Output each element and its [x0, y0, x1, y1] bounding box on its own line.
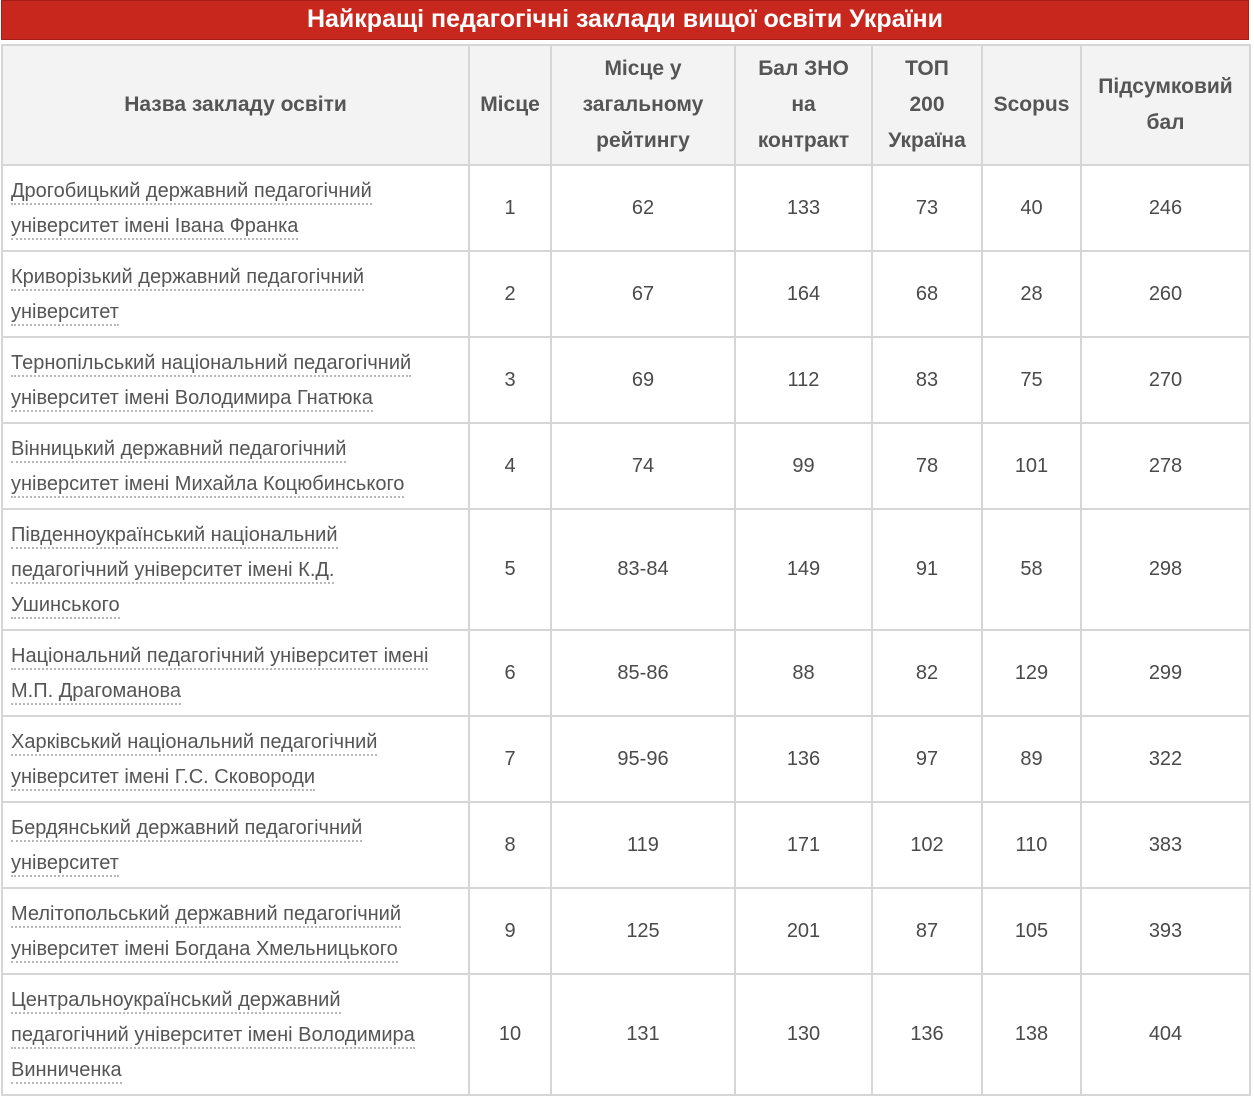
- cell-zno: 112: [735, 337, 872, 423]
- cell-top200: 97: [872, 716, 982, 802]
- cell-institution-name: [2, 165, 469, 251]
- cell-top200: 83: [872, 337, 982, 423]
- institution-link[interactable]: Винниченка: [11, 1059, 122, 1084]
- institution-link[interactable]: Криворізький державний педагогічний: [11, 266, 364, 291]
- header-zno-line: на: [791, 93, 816, 116]
- institution-name-line: [11, 381, 462, 416]
- institution-name-line: [11, 432, 462, 467]
- institution-name-line: [11, 932, 462, 967]
- cell-final: 298: [1081, 509, 1250, 630]
- table-body: [2, 165, 1250, 1095]
- cell-overall-rank: 62: [551, 165, 735, 251]
- cell-overall-rank: 67: [551, 251, 735, 337]
- institution-name-line: [11, 295, 462, 330]
- header-row: [2, 45, 1250, 165]
- cell-zno: 201: [735, 888, 872, 974]
- cell-scopus: 138: [982, 974, 1081, 1095]
- institution-name-line: [11, 260, 462, 295]
- header-overall-rank-line: рейтингу: [596, 129, 690, 152]
- institution-name-line: [11, 811, 462, 846]
- cell-place: 8: [469, 802, 551, 888]
- institution-name-line: [11, 1018, 462, 1053]
- cell-scopus: 75: [982, 337, 1081, 423]
- header-place: Місце: [469, 45, 551, 165]
- institution-name-line: [11, 639, 462, 674]
- institution-link[interactable]: університет: [11, 301, 119, 326]
- cell-scopus: 28: [982, 251, 1081, 337]
- ranking-page: [1, 0, 1249, 1090]
- institution-link[interactable]: Південноукраїнський національний: [11, 524, 338, 549]
- header-top200-line: Україна: [888, 129, 966, 152]
- cell-final: 260: [1081, 251, 1250, 337]
- institution-name-line: [11, 209, 462, 244]
- table-row: [2, 716, 1250, 802]
- cell-overall-rank: 69: [551, 337, 735, 423]
- institution-link[interactable]: університет імені Михайла Коцюбинського: [11, 473, 404, 498]
- cell-scopus: 101: [982, 423, 1081, 509]
- cell-institution-name: [2, 509, 469, 630]
- header-final-line: бал: [1146, 111, 1185, 134]
- cell-zno: 88: [735, 630, 872, 716]
- cell-scopus: 58: [982, 509, 1081, 630]
- cell-institution-name: [2, 337, 469, 423]
- institution-link[interactable]: Тернопільський національний педагогічний: [11, 352, 411, 377]
- cell-top200: 68: [872, 251, 982, 337]
- institution-link[interactable]: педагогічний університет імені Володимира: [11, 1024, 415, 1049]
- cell-scopus: 129: [982, 630, 1081, 716]
- cell-scopus: 89: [982, 716, 1081, 802]
- cell-zno: 164: [735, 251, 872, 337]
- cell-zno: 133: [735, 165, 872, 251]
- institution-name-line: [11, 897, 462, 932]
- header-top200: [872, 45, 982, 165]
- institution-name-line: [11, 725, 462, 760]
- table-row: [2, 165, 1250, 251]
- institution-link[interactable]: Ушинського: [11, 594, 120, 619]
- cell-overall-rank: 95-96: [551, 716, 735, 802]
- cell-top200: 102: [872, 802, 982, 888]
- cell-final: 322: [1081, 716, 1250, 802]
- cell-zno: 149: [735, 509, 872, 630]
- institution-name-line: [11, 553, 462, 588]
- institution-link[interactable]: Харківський національний педагогічний: [11, 731, 377, 756]
- cell-top200: 78: [872, 423, 982, 509]
- cell-top200: 136: [872, 974, 982, 1095]
- table-row: [2, 251, 1250, 337]
- cell-place: 3: [469, 337, 551, 423]
- cell-overall-rank: 119: [551, 802, 735, 888]
- institution-link[interactable]: університет імені Богдана Хмельницького: [11, 938, 398, 963]
- cell-institution-name: [2, 251, 469, 337]
- institution-name-line: [11, 467, 462, 502]
- header-top200-line: ТОП: [905, 57, 949, 80]
- table-row: [2, 423, 1250, 509]
- institution-link[interactable]: М.П. Драгоманова: [11, 680, 181, 705]
- cell-place: 1: [469, 165, 551, 251]
- institution-name-line: [11, 674, 462, 709]
- cell-final: 383: [1081, 802, 1250, 888]
- header-final-line: Підсумковий: [1098, 75, 1233, 98]
- institution-name-line: [11, 588, 462, 623]
- header-overall-rank-line: загальному: [582, 93, 704, 116]
- institution-name-line: [11, 760, 462, 795]
- cell-place: 6: [469, 630, 551, 716]
- cell-place: 2: [469, 251, 551, 337]
- cell-overall-rank: 125: [551, 888, 735, 974]
- table-row: [2, 337, 1250, 423]
- cell-overall-rank: 74: [551, 423, 735, 509]
- cell-final: 270: [1081, 337, 1250, 423]
- table-row: [2, 888, 1250, 974]
- cell-top200: 73: [872, 165, 982, 251]
- cell-final: 404: [1081, 974, 1250, 1095]
- cell-place: 5: [469, 509, 551, 630]
- institution-link[interactable]: університет: [11, 852, 119, 877]
- cell-overall-rank: 85-86: [551, 630, 735, 716]
- header-zno-line: контракт: [757, 129, 850, 152]
- institution-link[interactable]: університет імені Івана Франка: [11, 215, 298, 240]
- cell-place: 4: [469, 423, 551, 509]
- cell-zno: 99: [735, 423, 872, 509]
- institution-link[interactable]: Вінницький державний педагогічний: [11, 438, 346, 463]
- cell-top200: 91: [872, 509, 982, 630]
- cell-institution-name: [2, 716, 469, 802]
- header-scopus: Scopus: [982, 45, 1081, 165]
- cell-scopus: 105: [982, 888, 1081, 974]
- institution-name-line: [11, 346, 462, 381]
- cell-top200: 87: [872, 888, 982, 974]
- cell-top200: 82: [872, 630, 982, 716]
- header-final: [1081, 45, 1250, 165]
- institution-link[interactable]: Мелітопольський державний педагогічний: [11, 903, 401, 928]
- header-top200-line: 200: [909, 93, 945, 116]
- header-name: Назва закладу освіти: [2, 45, 469, 165]
- ranking-table: [1, 44, 1251, 1096]
- cell-final: 299: [1081, 630, 1250, 716]
- cell-final: 278: [1081, 423, 1250, 509]
- table-row: [2, 509, 1250, 630]
- institution-link[interactable]: педагогічний університет імені К.Д.: [11, 559, 334, 584]
- header-zno-line: Бал ЗНО: [758, 57, 849, 80]
- cell-zno: 130: [735, 974, 872, 1095]
- cell-institution-name: [2, 974, 469, 1095]
- table-row: [2, 974, 1250, 1095]
- institution-link[interactable]: Дрогобицький державний педагогічний: [11, 180, 372, 205]
- cell-zno: 136: [735, 716, 872, 802]
- table-title: Найкращі педагогічні заклади вищої освіти України: [1, 0, 1249, 40]
- header-zno: [735, 45, 872, 165]
- header-overall-rank-line: Місце у: [604, 57, 682, 80]
- cell-institution-name: [2, 423, 469, 509]
- institution-name-line: [11, 846, 462, 881]
- institution-link[interactable]: Національний педагогічний університет імені: [11, 645, 428, 670]
- cell-institution-name: [2, 630, 469, 716]
- table-row: [2, 802, 1250, 888]
- header-overall-rank: [551, 45, 735, 165]
- institution-name-line: [11, 1053, 462, 1088]
- cell-place: 7: [469, 716, 551, 802]
- cell-final: 246: [1081, 165, 1250, 251]
- cell-institution-name: [2, 888, 469, 974]
- institution-name-line: [11, 174, 462, 209]
- institution-name-line: [11, 983, 462, 1018]
- table-row: [2, 630, 1250, 716]
- institution-link[interactable]: Центральноукраїнський державний: [11, 989, 341, 1014]
- cell-place: 9: [469, 888, 551, 974]
- cell-zno: 171: [735, 802, 872, 888]
- cell-final: 393: [1081, 888, 1250, 974]
- institution-name-line: [11, 518, 462, 553]
- institution-link[interactable]: університет імені Г.С. Сковороди: [11, 766, 315, 791]
- institution-link[interactable]: Бердянський державний педагогічний: [11, 817, 362, 842]
- cell-institution-name: [2, 802, 469, 888]
- cell-scopus: 40: [982, 165, 1081, 251]
- cell-scopus: 110: [982, 802, 1081, 888]
- institution-link[interactable]: університет імені Володимира Гнатюка: [11, 387, 373, 412]
- cell-overall-rank: 131: [551, 974, 735, 1095]
- cell-overall-rank: 83-84: [551, 509, 735, 630]
- cell-place: 10: [469, 974, 551, 1095]
